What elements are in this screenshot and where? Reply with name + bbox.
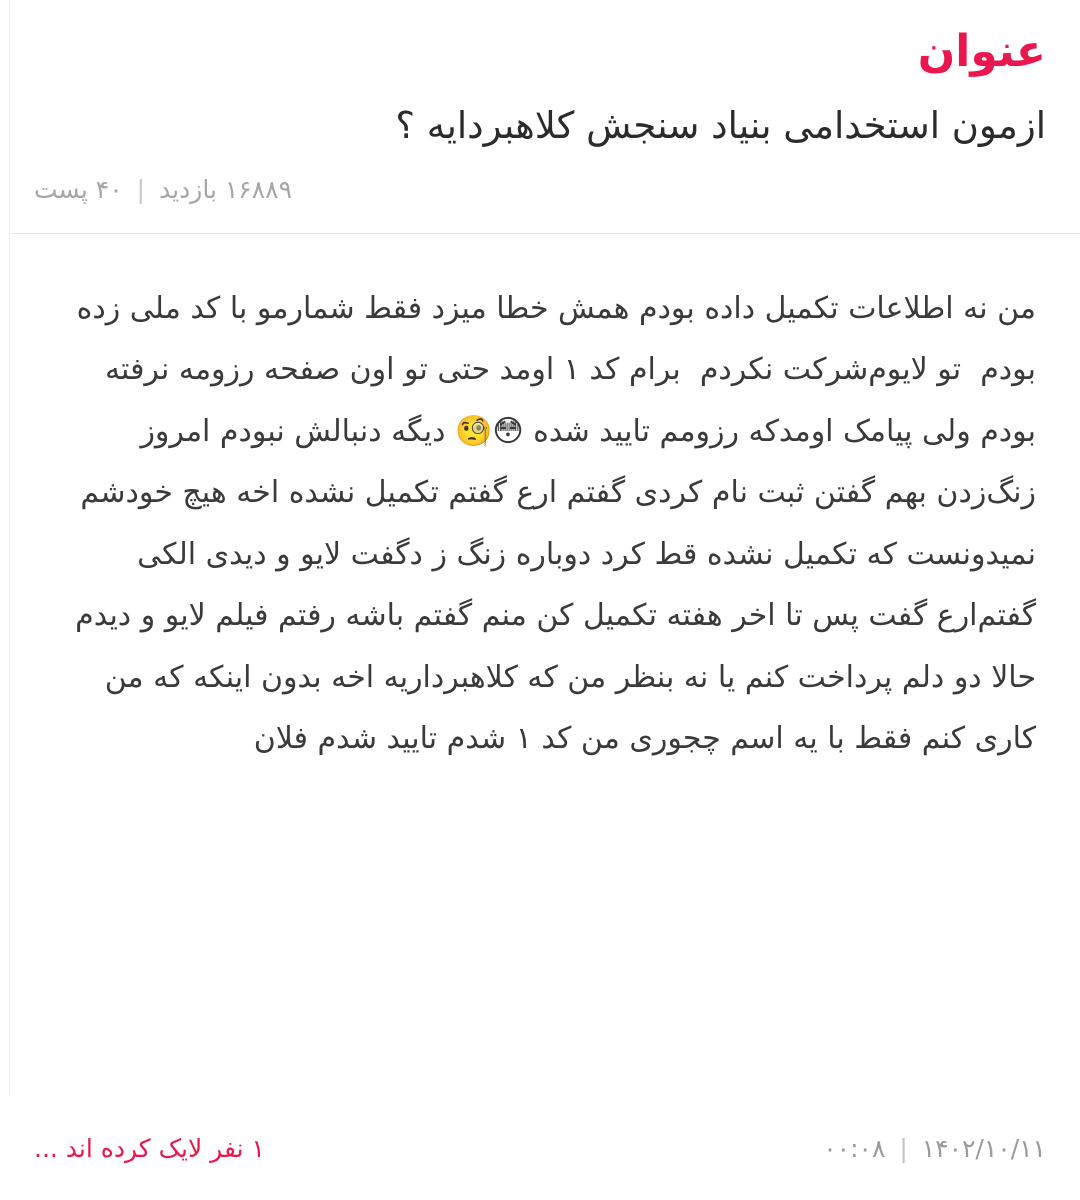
post-body-text: من نه اطلاعات تکمیل داده بودم همش خطا میزد فقط شمارمو با کد ملی زده بودم تو لایوم‌شرکت نکردم برام کد ۱ اومد حتی تو اون صفحه رزومه نرفته بودم ولی پیامک اومدکه رزومم تایید شده 😳🧐 دیگه دنبالش نبودم امروز زنگ‌زدن بهم گفتن ثبت نام کردی گفتم ارع گفتم تکمیل نشده اخه هیچ خودشم نمیدونست که تکمیل نشده قط کرد دوباره زنگ ز دگفت لایو و دیدی الکی گفتم‌ارع گفت پس تا اخر هفته تکمیل کن منم گفتم باشه رفتم فیلم لایو و دیدم حالا دو دلم پرداخت کنم یا نه بنظر من که کلاهبرداریه اخه بدون اینکه که من کاری کنم فقط با یه اسم چجوری من کد ۱ شدم تایید شدم فلان	[65, 290, 1036, 757]
section-label: عنوان	[917, 26, 1046, 77]
post-time: ۰۰:۰۸	[823, 1133, 886, 1163]
view-count: ۱۶۸۸۹ بازدید	[159, 174, 293, 204]
thread-meta	[34, 172, 1046, 207]
likes-link[interactable]: ۱ نفر لایک کرده اند ...	[34, 1133, 265, 1163]
thread-title[interactable]: ازمون استخدامی بنیاد سنجش کلاهبردایه ؟	[395, 104, 1046, 148]
post-footer	[0, 1096, 1080, 1200]
post-count: ۴۰ پست	[34, 174, 123, 204]
post-timestamp	[823, 1134, 1046, 1163]
timestamp-separator: |	[899, 1133, 908, 1163]
left-edge-strip	[0, 0, 10, 1200]
post-body-container	[0, 234, 1080, 770]
thread-header	[0, 0, 1080, 234]
meta-separator: |	[136, 174, 146, 204]
post-date: ۱۴۰۲/۱۰/۱۱	[921, 1133, 1046, 1163]
